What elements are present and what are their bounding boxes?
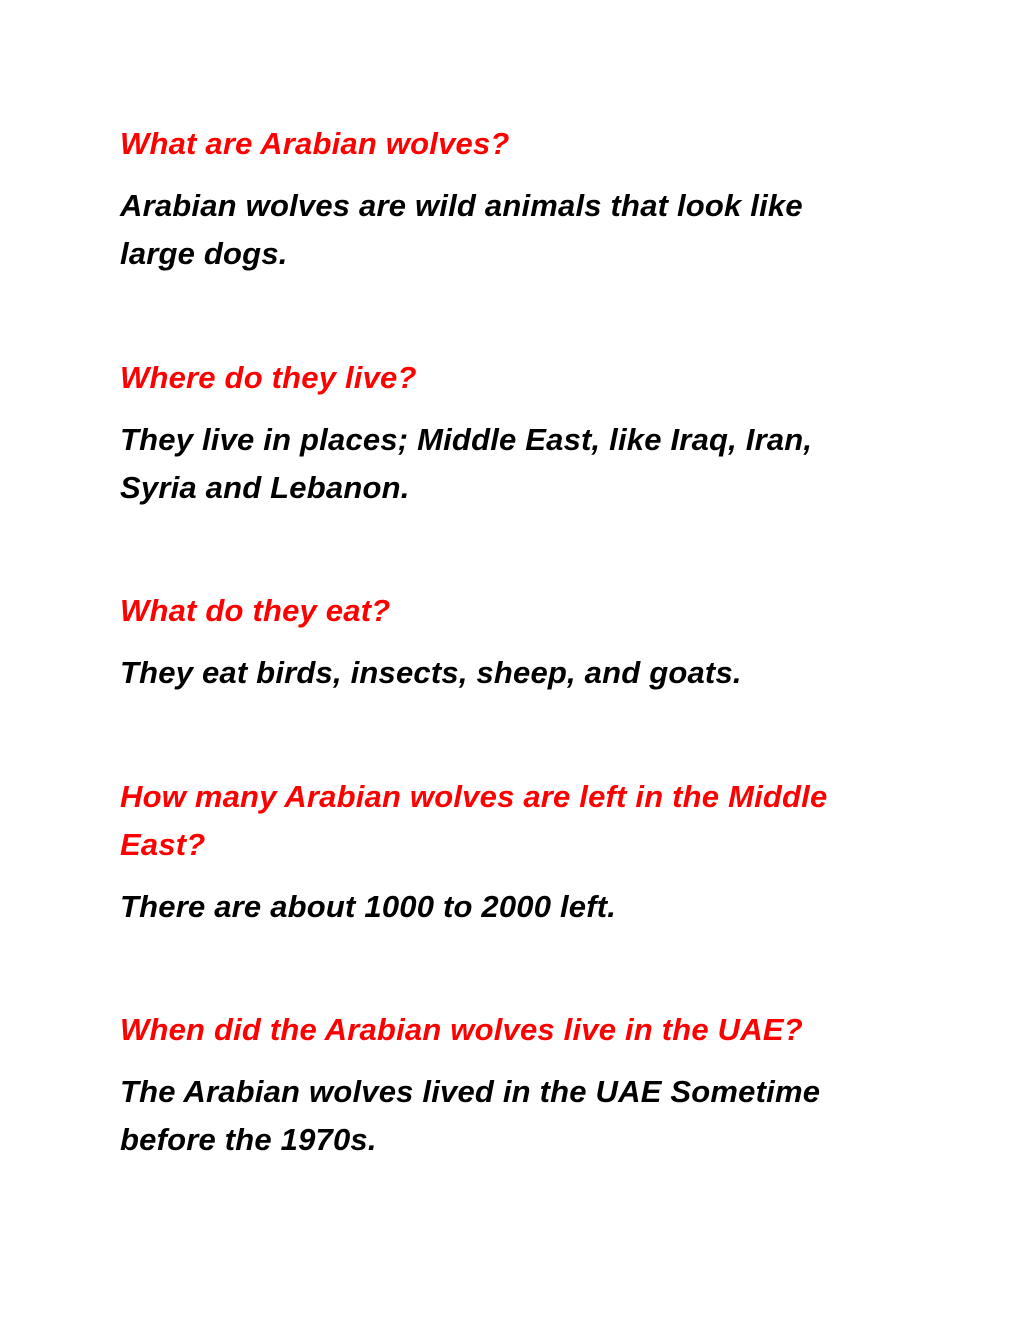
answer-text: They eat birds, insects, sheep, and goats.	[120, 655, 742, 690]
qa-item	[120, 120, 880, 278]
question-text: What are Arabian wolves?	[120, 126, 510, 161]
question-text: Where do they live?	[120, 360, 417, 395]
answer-text: There are about 1000 to 2000 left.	[120, 889, 617, 924]
question-text: What do they eat?	[120, 593, 391, 628]
qa-item	[120, 773, 880, 931]
qa-item	[120, 1006, 880, 1164]
qa-item	[120, 587, 880, 697]
answer-text: Arabian wolves are wild animals that look like large dogs.	[120, 188, 803, 271]
answer-text: They live in places; Middle East, like Iraq, Iran, Syria and Lebanon.	[120, 422, 813, 505]
answer-text: The Arabian wolves lived in the UAE Sometime before the 1970s.	[120, 1074, 821, 1157]
question-text: How many Arabian wolves are left in the Middle East?	[120, 779, 828, 862]
qa-item	[120, 354, 880, 512]
question-text: When did the Arabian wolves live in the UAE?	[120, 1012, 803, 1047]
